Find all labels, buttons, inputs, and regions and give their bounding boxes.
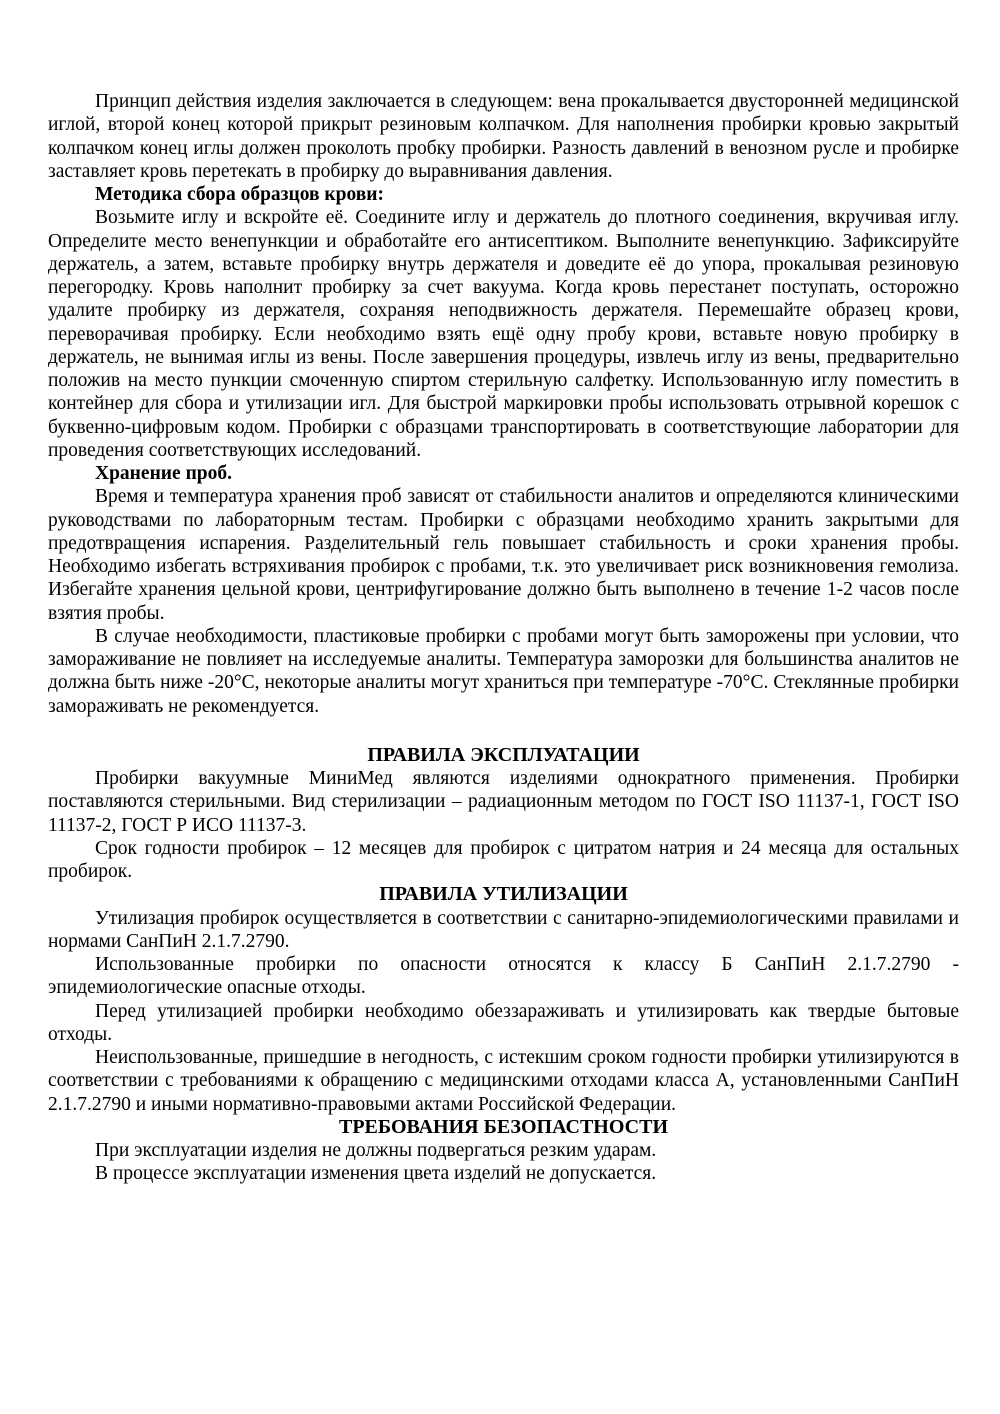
paragraph: Возьмите иглу и вскройте её. Соедините иглу и держатель до плотного соединения, вкручивая иглу. Определите место венепункции и обработайте его антисептиком. Выполните венепункцию. Зафиксируйте держатель, а затем, вставьте пробирку внутрь держателя и доведите её до упора, прокалывая резиновую перегородку. Кровь наполнит пробирку за счет вакуума. Когда кровь перестанет поступать, осторожно удалите пробирку из держателя, сохраняя неподвижность держателя. Перемешайте образец крови, переворачивая пробирку. Если необходимо взять ещё одну пробу крови, вставьте новую пробирку в держатель, не вынимая иглы из вены. После завершения процедуры, извлечь иглу из вены, предварительно положив на место пункции смоченную спиртом стерильную салфетку. Использованную иглу поместить в контейнер для сбора и утилизации игл. Для быстрой маркировки пробы использовать отрывной корешок с буквенно-цифровым кодом. Пробирки с образцами транспортировать в соответствующие лаборатории для проведения соответствующих исследований. xyxy=(48,207,959,461)
paragraph: Время и температура хранения проб зависят от стабильности аналитов и определяются клиническими руководствами по лабораторным тестам. Пробирки с образцами необходимо хранить закрытыми для предотвращения испарения. Разделительный гель повышает стабильность и сроки хранения пробы. Необходимо избегать встряхивания пробирок с пробами, т.к. это увеличивает риск возникновения гемолиза. Избегайте хранения цельной крови, центрифугирование должно быть выполнено в течение 1-2 часов после взятия пробы. xyxy=(48,486,959,624)
paragraph: В случае необходимости, пластиковые пробирки с пробами могут быть заморожены при условии, что замораживание не повлияет на исследуемые аналиты. Температура заморозки для большинства аналитов не должна быть ниже -20°С, некоторые аналиты могут храниться при температуре -70°С. Стеклянные пробирки замораживать не рекомендуется. xyxy=(48,625,959,717)
paragraph: Пробирки вакуумные МиниМед являются изделиями однократного применения. Пробирки поставляются стерильными. Вид стерилизации – радиационным методом по ГОСТ ISO 11137-1, ГОСТ ISO 11137-2, ГОСТ Р ИСО 11137-3. xyxy=(48,768,959,836)
paragraph: Использованные пробирки по опасности относятся к классу Б СанПиН 2.1.7.2790 - эпидемиологические опасные отходы. xyxy=(48,954,959,999)
paragraph: Срок годности пробирок – 12 месяцев для пробирок с цитратом натрия и 24 месяца для остальных пробирок. xyxy=(48,837,959,882)
section-heading: ПРАВИЛА УТИЛИЗАЦИИ xyxy=(379,883,628,906)
section-heading: ТРЕБОВАНИЯ БЕЗОПАСТНОСТИ xyxy=(338,1115,669,1138)
paragraph: Принцип действия изделия заключается в следующем: вена прокалывается двусторонней медицинской иглой, второй конец которой прикрыт резиновым колпачком. Для наполнения пробирки кровью закрытый колпачком конец иглы должен проколоть пробку пробирки. Разность давлений в венозном русле и пробирке заставляет кровь перетекать в пробирку до выравнивания давления. xyxy=(48,91,959,182)
subsection-heading: Методика сбора образцов крови: xyxy=(95,184,385,205)
subsection-heading: Хранение проб. xyxy=(95,463,233,484)
paragraph: Перед утилизацией пробирки необходимо обеззараживать и утилизировать как твердые бытовые отходы. xyxy=(48,1000,959,1045)
paragraph: Неиспользованные, пришедшие в негодность, с истекшим сроком годности пробирки утилизируются в соответствии с требованиями к обращению с медицинскими отходами класса А, установленными СанПиН 2.1.7.2790 и иными нормативно-правовыми актами Российской Федерации. xyxy=(48,1047,959,1115)
paragraph: При эксплуатации изделия не должны подвергаться резким ударам. xyxy=(95,1140,657,1161)
paragraph: В процессе эксплуатации изменения цвета изделий не допускается. xyxy=(95,1163,657,1185)
section-heading: ПРАВИЛА ЭКСПЛУАТАЦИИ xyxy=(367,743,640,766)
paragraph: Утилизация пробирок осуществляется в соответствии с санитарно-эпидемиологическими правилами и нормами СанПиН 2.1.7.2790. xyxy=(48,907,959,952)
